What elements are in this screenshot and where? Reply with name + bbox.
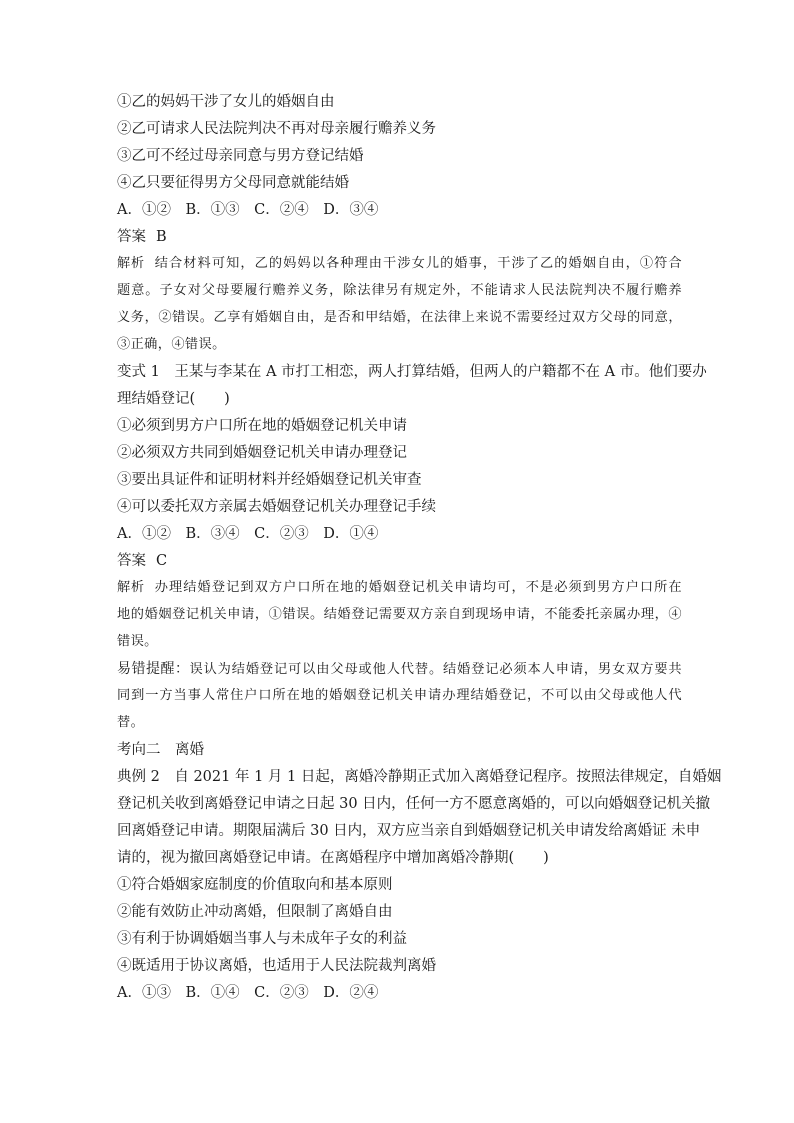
- analysis-text: 办理结婚登记到双方户口所在地的婚姻登记机关申请均可，不是必须到男方户口所在: [154, 580, 683, 595]
- choice-item: ③要出具证件和证明材料并经婚姻登记机关审查: [117, 472, 422, 488]
- choice-item: ③乙可不经过母亲同意与男方登记结婚: [117, 148, 364, 164]
- question-stem: 登记机关收到离婚登记申请之日起 30 日内，任何一方不愿意离婚的，可以向婚姻登记机关撤: [117, 796, 711, 812]
- answer-label: 答案: [117, 229, 146, 245]
- section-title: 考向二 离婚: [117, 742, 204, 758]
- analysis-label: 解析: [117, 580, 145, 595]
- tip-line: 同到一方当事人常住户口所在地的婚姻登记机关申请办理结婚登记，不可以由父母或他人代: [117, 688, 682, 703]
- analysis-line: 错误。: [117, 634, 158, 649]
- page-content: [117, 92, 722, 1010]
- question-stem: 请的，视为撤回离婚登记申请。在离婚程序中增加离婚冷静期( ): [117, 850, 549, 866]
- question-stem: 理结婚登记( ): [117, 391, 230, 407]
- answer-line: [117, 551, 682, 578]
- answer-options: A．①② B．③④ C．②③ D．①④: [117, 526, 379, 542]
- question-stem: 变式 1 王某与李某在 A 市打工相恋，两人打算结婚，但两人的户籍都不在 A 市。他们要办: [117, 364, 707, 380]
- choice-item: ②能有效防止冲动离婚，但限制了离婚自由: [117, 904, 393, 920]
- analysis-text: 结合材料可知，乙的妈妈以各种理由干涉女儿的婚事，干涉了乙的婚姻自由，①符合: [154, 256, 683, 271]
- choice-item: ③有利于协调婚姻当事人与未成年子女的利益: [117, 931, 407, 947]
- analysis-line: 题意。子女对父母要履行赡养义务，除法律另有规定外，不能请求人民法院判决不履行赡养: [117, 283, 682, 298]
- answer-label: 答案: [117, 553, 146, 569]
- analysis-line: [117, 254, 682, 281]
- analysis-line: 地的婚姻登记机关申请，①错误。结婚登记需要双方亲自到现场申请，不能委托亲属办理，④: [117, 607, 682, 622]
- choice-item: ②必须双方共同到婚姻登记机关申请办理登记: [117, 445, 407, 461]
- choice-item: ①必须到男方户口所在地的婚姻登记机关申请: [117, 418, 407, 434]
- answer-options: A．①② B．①③ C．②④ D．③④: [117, 202, 379, 218]
- choice-item: ④既适用于协议离婚，也适用于人民法院裁判离婚: [117, 958, 436, 974]
- answer-value: C: [156, 553, 168, 569]
- choice-item: ①符合婚姻家庭制度的价值取向和基本原则: [117, 877, 393, 893]
- answer-value: B: [156, 229, 167, 245]
- analysis-line: [117, 578, 682, 605]
- analysis-line: 义务，②错误。乙享有婚姻自由，是否和甲结婚，在法律上来说不需要经过双方父母的同意，: [117, 310, 682, 325]
- answer-options: A．①③ B．①④ C．②③ D．②④: [117, 985, 379, 1001]
- tip-line: 替。: [117, 715, 145, 730]
- choice-item: ①乙的妈妈干涉了女儿的婚姻自由: [117, 94, 335, 110]
- tip-text: 误认为结婚登记可以由父母或他人代替。结婚登记必须本人申请，男女双方要共: [189, 662, 683, 677]
- choice-item: ④可以委托双方亲属去婚姻登记机关办理登记手续: [117, 499, 436, 515]
- tip-label: 易错提醒：: [117, 661, 190, 677]
- question-stem: 回离婚登记申请。期限届满后 30 日内，双方应当亲自到婚姻登记机关申请发给离婚证 未申: [117, 823, 701, 839]
- choice-item: ②乙可请求人民法院判决不再对母亲履行赡养义务: [117, 121, 436, 137]
- choice-item: ④乙只要征得男方父母同意就能结婚: [117, 175, 349, 191]
- tip-line: [117, 659, 682, 686]
- analysis-label: 解析: [117, 256, 145, 271]
- answer-line: [117, 227, 682, 254]
- question-stem: 典例 2 自 2021 年 1 月 1 日起，离婚冷静期正式加入离婚登记程序。按照法律规定，自婚姻: [117, 769, 722, 785]
- analysis-line: ③正确，④错误。: [117, 337, 226, 352]
